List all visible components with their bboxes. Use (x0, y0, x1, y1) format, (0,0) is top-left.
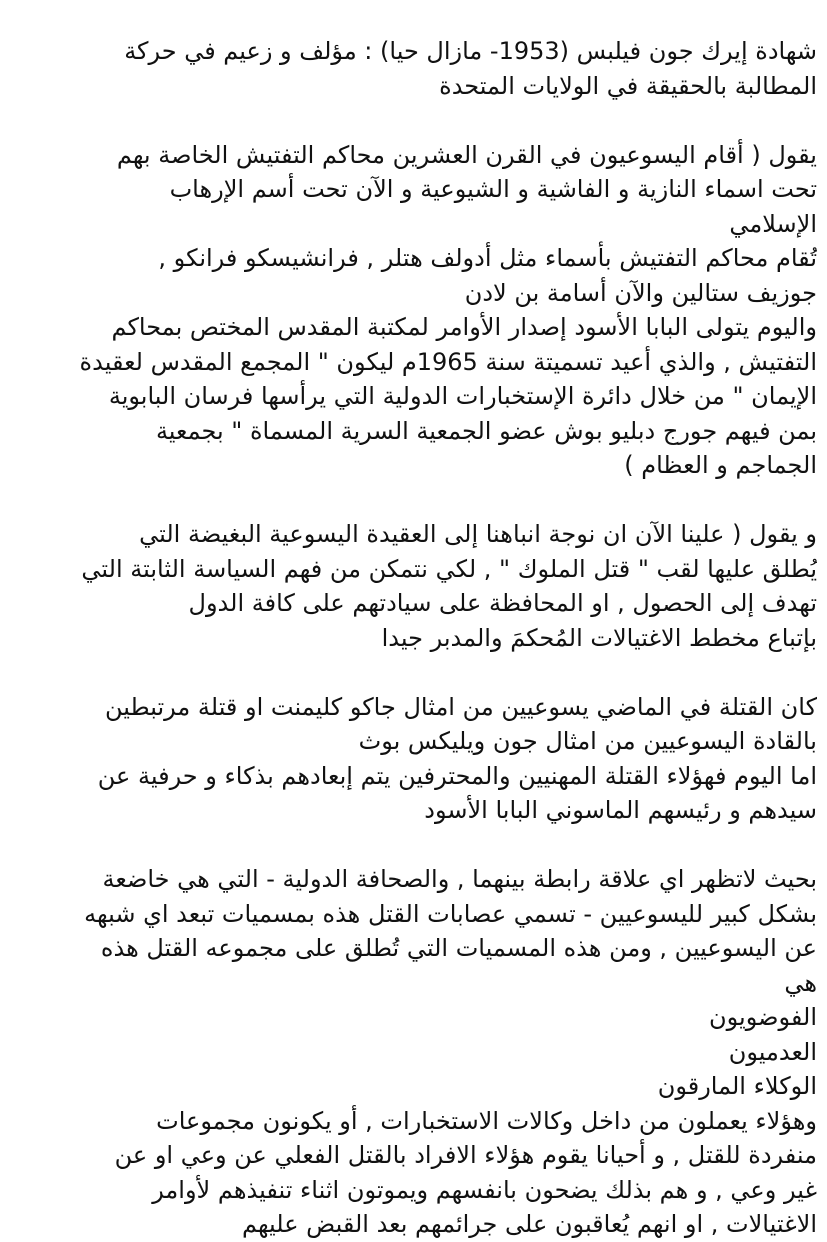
list-item: الوكلاء المارقون (657, 1072, 817, 1100)
paragraph-3 (10, 690, 817, 828)
text-line: التفتيش , والذي أعيد تسميتة سنة 1965م ليكون " المجمع المقدس لعقيدة (79, 347, 817, 376)
text-line: المطالبة بالحقيقة في الولايات المتحدة (439, 71, 817, 100)
list-item: الفوضويون (709, 1003, 817, 1031)
paragraph-gap (10, 483, 817, 518)
paragraph-gap (10, 103, 817, 138)
text-line: جوزيف ستالين والآن أسامة بن لادن (464, 278, 817, 307)
text-line: الإسلامي (729, 209, 817, 238)
text-line: بحيث لاتظهر اي علاقة رابطة بينهما , والصحافة الدولية - التي هي خاضعة (102, 865, 817, 893)
text-line: وهؤلاء يعملون من داخل وكالات الاستخبارات , أو يكونون مجموعات (156, 1106, 817, 1135)
text-line: بإتباع مخطط الاغتيالات المُحكمَ والمدبر جيدا (381, 623, 817, 652)
paragraph-gap (10, 655, 817, 690)
text-line: يقول ( أقام اليسوعيون في القرن العشرين محاكم التفتيش الخاصة بهم (116, 140, 817, 169)
text-line: الإيمان " من خلال دائرة الإستخبارات الدولية التي يرأسها فرسان البابوية (108, 382, 817, 410)
text-line: شهادة إيرك جون فيلبس (1953- مازال حيا) : مؤلف و زعيم في حركة (124, 37, 817, 65)
text-line: هي (784, 968, 817, 997)
document-title (10, 34, 817, 103)
text-line: منفردة للقتل , و أحيانا يقوم هؤلاء الافراد بالقتل الفعلي عن وعي او عن (114, 1141, 817, 1169)
paragraph-4 (10, 862, 817, 1242)
text-line: اما اليوم فهؤلاء القتلة المهنيين والمحترفين يتم إبعادهم بذكاء و حرفية عن (97, 761, 817, 790)
text-line: بالقادة اليسوعيين من امثال جون ويليكس بوث (358, 727, 817, 755)
text-line: يُطلق عليها لقب " قتل الملوك " , لكي نتمكن من فهم السياسة الثابتة التي (81, 554, 817, 583)
text-line: سيدهم و رئيسهم الماسوني البابا الأسود (424, 796, 817, 824)
paragraph-1 (10, 138, 817, 483)
text-line: كان القتلة في الماضي يسوعيين من امثال جاكو كليمنت او قتلة مرتبطين (105, 692, 817, 721)
text-line: غير وعي , و هم بذلك يضحون بانفسهم ويموتون اثناء تنفيذهم لأوامر (152, 1175, 817, 1204)
text-line: واليوم يتولى البابا الأسود إصدار الأوامر لمكتبة المقدس المختص بمحاكم (111, 313, 817, 341)
text-line: الجماجم و العظام ) (624, 451, 817, 479)
text-line: تهدف إلى الحصول , او المحافظة على سيادتهم على كافة الدول (188, 589, 817, 617)
paragraph-2 (10, 517, 817, 655)
text-line: تحت اسماء النازية و الفاشية و الشيوعية و الآن تحت أسم الإرهاب (169, 175, 817, 203)
text-line: عن اليسوعيين , ومن هذه المسميات التي تُطلق على مجموعه القتل هذه (100, 934, 817, 962)
text-line: الاغتيالات , او انهم يُعاقبون على جرائمهم بعد القبض عليهم (242, 1210, 817, 1238)
text-line: بشكل كبير لليسوعيين - تسمي عصابات القتل هذه بمسميات تبعد اي شبهه (84, 899, 817, 928)
text-line: بمن فيهم جورج دبليو بوش عضو الجمعية السرية المسماة " بجمعية (155, 416, 817, 445)
paragraph-gap (10, 828, 817, 863)
text-line: تُقام محاكم التفتيش بأسماء مثل أدولف هتلر , فرانشيسكو فرانكو , (158, 244, 817, 272)
list-item: العدميون (728, 1037, 817, 1066)
text-line: و يقول ( علينا الآن ان نوجة انباهنا إلى العقيدة اليسوعية البغيضة التي (139, 520, 817, 548)
